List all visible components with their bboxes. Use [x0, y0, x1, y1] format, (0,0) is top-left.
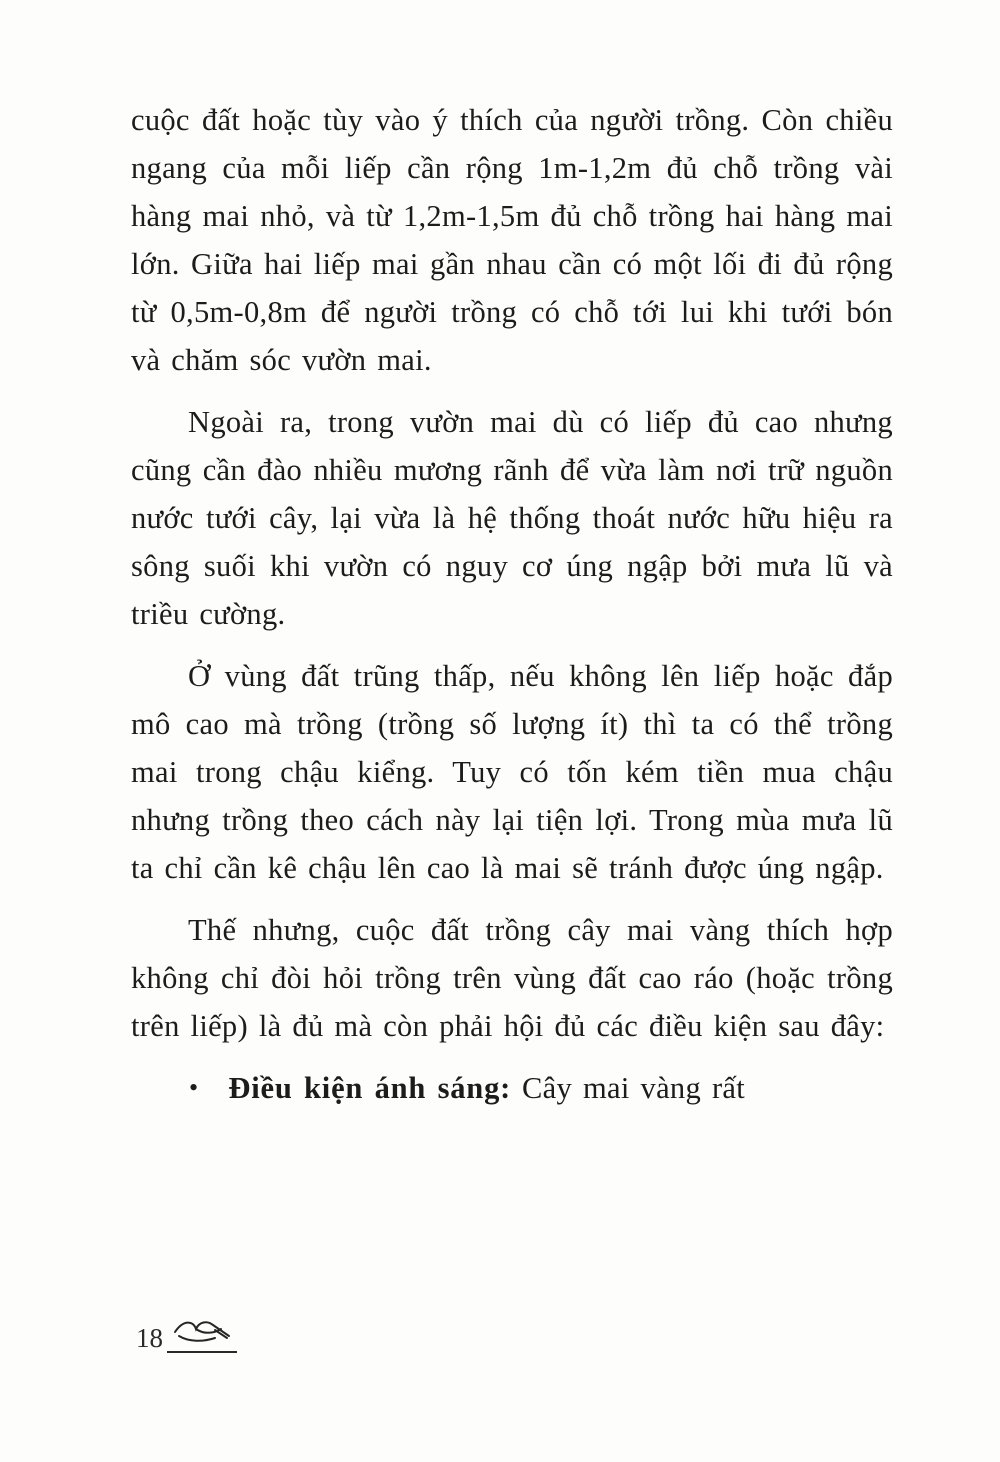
- paragraph-2: Ngoài ra, trong vườn mai dù có liếp đủ cao nhưng cũng cần đào nhiều mương rãnh để vừa làm nơi trữ nguồn nước tưới cây, lại vừa là hệ thống thoát nước hữu hiệu ra sông suối khi vườn có nguy cơ úng ngập bởi mưa lũ và triều cường.: [131, 405, 893, 631]
- bullet-term: Điều kiện ánh sáng:: [228, 1071, 512, 1105]
- page-number: 18: [136, 1323, 163, 1353]
- decorative-bird-sketch-icon: [167, 1316, 237, 1353]
- page-footer: [136, 1316, 237, 1353]
- page-text-block: [131, 96, 893, 1112]
- bullet-marker: •: [189, 1073, 199, 1102]
- bullet-text: Cây mai vàng rất: [511, 1071, 746, 1105]
- paragraph-4: Thế nhưng, cuộc đất trồng cây mai vàng thích hợp không chỉ đòi hỏi trồng trên vùng đất cao ráo (hoặc trồng trên liếp) là đủ mà còn phải hội đủ các điều kiện sau đây:: [131, 913, 893, 1043]
- paragraph-1: cuộc đất hoặc tùy vào ý thích của người trồng. Còn chiều ngang của mỗi liếp cần rộng 1m-1,2m đủ chỗ trồng vài hàng mai nhỏ, và từ 1,2m-1,5m đủ chỗ trồng hai hàng mai lớn. Giữa hai liếp mai gần nhau cần có một lối đi đủ rộng từ 0,5m-0,8m để người trồng có chỗ tới lui khi tưới bón và chăm sóc vườn mai.: [131, 103, 893, 377]
- bullet-item-light-conditions: [131, 1064, 893, 1112]
- paragraph-3: Ở vùng đất trũng thấp, nếu không lên liếp hoặc đắp mô cao mà trồng (trồng số lượng ít) thì ta có thể trồng mai trong chậu kiểng. Tuy có tốn kém tiền mua chậu nhưng trồng theo cách này lại tiện lợi. Trong mùa mưa lũ ta chỉ cần kê chậu lên cao là mai sẽ tránh được úng ngập.: [131, 659, 893, 885]
